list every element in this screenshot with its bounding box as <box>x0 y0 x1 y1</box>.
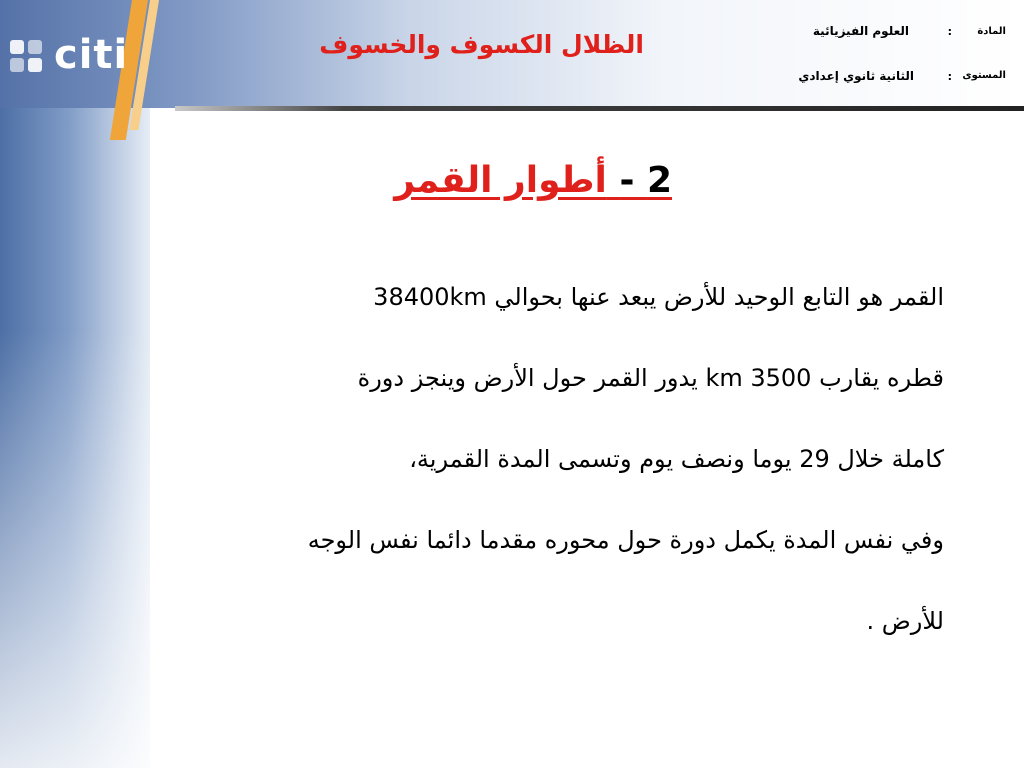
citi-logo-text: citi <box>54 32 129 78</box>
paragraph-line-3: كاملة خلال 29 يوما ونصف يوم وتسمى المدة القمرية، <box>409 445 944 473</box>
paragraph-line-1: القمر هو التابع الوحيد للأرض يبعد عنها بحوالي 38400km <box>373 283 944 311</box>
level-colon: : <box>947 70 952 83</box>
subject-colon: : <box>947 25 952 38</box>
section-title-text: أطوار القمر <box>394 160 607 201</box>
citi-logo <box>6 18 136 78</box>
subject-value: العلوم الفيزيائية <box>812 24 909 38</box>
citi-logo-mark-icon <box>6 36 52 76</box>
level-value: الثانية ثانوي إعدادي <box>798 69 914 83</box>
subject-label: المادة <box>977 26 1006 37</box>
section-heading <box>394 160 672 201</box>
lesson-title: الظلال الكسوف والخسوف <box>319 30 644 59</box>
left-band-fade <box>0 330 150 768</box>
section-number: 2 - <box>619 160 672 201</box>
level-label: المستوى <box>962 70 1006 81</box>
paragraph-line-5: للأرض . <box>866 607 944 635</box>
paragraph-line-4: وفي نفس المدة يكمل دورة حول محوره مقدما دائما نفس الوجه <box>307 526 944 554</box>
paragraph-line-2: قطره يقارب 3500 km يدور القمر حول الأرض وينجز دورة <box>357 364 944 392</box>
header-divider-line <box>175 106 1024 111</box>
